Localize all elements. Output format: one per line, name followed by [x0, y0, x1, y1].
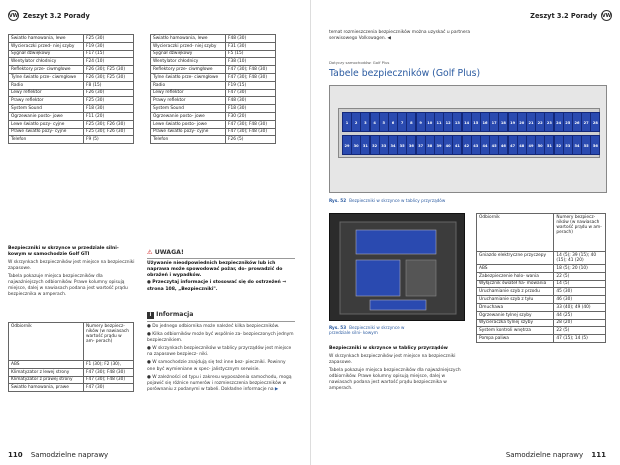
- consumer-cell: Klimatyzator z prawej strony: [9, 376, 84, 384]
- table-row: [477, 272, 606, 280]
- fuse-slot: 17: [489, 112, 499, 132]
- fuse-slot: 21: [526, 112, 536, 132]
- table-row: [477, 335, 606, 343]
- table-row: [151, 136, 276, 144]
- warning-bold-text: Używanie nieodpowiednich bezpieczników lub ich naprawa może spowodować pożar, do- prowadzić do obrażeń i wypadków.: [147, 261, 283, 278]
- fuse-slot: 19: [508, 112, 518, 132]
- table-row: [9, 73, 134, 81]
- dash-fuse-text-2: Tabela pokazuje miejsca bezpieczników dla najważniejszych odbiorników. Prawe kolumny opisują miejsce, dalej w nawiasach podana jest wartość prądu bezpiecznika w amperach.: [329, 367, 461, 392]
- table-row: [477, 311, 606, 319]
- fuse-slot: 9: [416, 112, 426, 132]
- table-row: [9, 105, 134, 113]
- table3-header-col1: Odbiornik: [9, 323, 84, 361]
- fuse-slot: 54: [572, 135, 582, 155]
- fuse-slot: 18: [498, 112, 508, 132]
- consumer-cell: Tylne światło prze- ciwmgłowe: [151, 73, 226, 81]
- fuse-slot: 26: [572, 112, 582, 132]
- consumer-cell: Prawe światło pozy- cyjne: [9, 128, 84, 136]
- consumer-cell: Reflektory prze- ciwmgłowe: [151, 66, 226, 74]
- info-bullet-3: ● W skrzynkach bezpieczników w tablicy przyrządów jest miejsce na zapasowe bezpiecz- niki.: [147, 346, 292, 358]
- right-header: [530, 10, 612, 21]
- fuse-number-cell: 18 (5); 20 (10): [554, 265, 606, 273]
- consumer-cell: Wentylator chłodnicy: [9, 58, 84, 66]
- fuse-number-cell: F19 (15): [226, 81, 276, 89]
- fuse-slot: 1: [342, 112, 352, 132]
- fuse-number-cell: F25 (30); F26 (30): [84, 120, 134, 128]
- warning-box: [147, 250, 295, 295]
- table-row: [151, 73, 276, 81]
- table-row: [9, 361, 134, 369]
- fuse-number-cell: F25 (30): [84, 35, 134, 43]
- fuse-number-cell: F9 (5): [84, 136, 134, 144]
- consumer-cell: Reflektory prze- ciwmgłowe: [9, 66, 84, 74]
- fuse-slot: 46: [498, 135, 508, 155]
- fuse-slot: 28: [590, 112, 600, 132]
- fuse-number-cell: F26 (30): [84, 89, 134, 97]
- fuse-number-cell: F48 (30): [226, 97, 276, 105]
- consumer-cell: Klimatyzator z lewej strony: [9, 368, 84, 376]
- fuse-number-cell: F5 (15): [226, 50, 276, 58]
- info-icon: i: [147, 312, 154, 319]
- consumer-cell: Światło hamowania, prawe: [9, 384, 84, 392]
- consumer-cell: Prawy reflektor: [9, 97, 84, 105]
- fuse-slot: 50: [535, 135, 545, 155]
- fuse-slot: 12: [443, 112, 453, 132]
- warning-title: UWAGA!: [154, 249, 184, 256]
- fuse-slot: 36: [406, 135, 416, 155]
- table-row: [9, 89, 134, 97]
- continue-arrow-icon: ▶: [274, 386, 279, 392]
- fuse-housing: [338, 108, 600, 158]
- consumer-cell: Lewy reflektor: [151, 89, 226, 97]
- table-row: [9, 66, 134, 74]
- fuse-slot: 3: [360, 112, 370, 132]
- fuse-slot: 7: [397, 112, 407, 132]
- fuse-number-cell: F26 (30); F25 (30): [84, 66, 134, 74]
- engine-fuse-box-photo: [329, 213, 465, 321]
- table-row: [477, 265, 606, 273]
- consumer-cell: Lewe światło pozy- cyjne: [9, 120, 84, 128]
- consumer-cell: Zabezpieczenie holo- wania: [477, 272, 554, 280]
- consumer-cell: System kontroli wnętrza: [477, 327, 554, 335]
- consumer-cell: Uruchamianie szyb z przodu: [477, 288, 554, 296]
- fuse-number-cell: F47 (30): [84, 384, 134, 392]
- fuse-slot: 37: [416, 135, 426, 155]
- fuse-slot: 51: [544, 135, 554, 155]
- consumer-cell: Prawe światło pozy- cyjne: [151, 128, 226, 136]
- table-row: [151, 112, 276, 120]
- consumer-cell: Wentylator chłodnicy: [151, 58, 226, 66]
- fuse-number-cell: 14 (5): [554, 280, 606, 288]
- fuse-number-cell: F8 (15): [84, 81, 134, 89]
- section-title: Tabele bezpieczników (Golf Plus): [329, 68, 481, 79]
- dash-fuse-heading: Bezpieczniki w skrzynce w tablicy przyrządów: [329, 346, 448, 351]
- fuse-slot: 14: [462, 112, 472, 132]
- warning-heading: [147, 250, 295, 259]
- warning-bullet: ● Przeczytaj informacje i stosować się do ostrzeżeń ⇒ strona 108, „Bezpieczniki".: [147, 280, 287, 292]
- warning-triangle-icon: ⚠: [147, 249, 153, 256]
- dash-fuse-text-1: W skrzynkach bezpieczników jest miejsce na bezpieczniki zapasowe.: [329, 353, 456, 365]
- fuse-slot: 33: [379, 135, 389, 155]
- golf-plus-header-row: [477, 214, 606, 252]
- figure-52-caption: Rys. 52 Bezpieczniki w skrzynce w tablicy przyrządów: [329, 198, 446, 203]
- consumer-cell: Radio: [151, 81, 226, 89]
- consumer-cell: ABS: [477, 265, 554, 273]
- right-page: [310, 0, 620, 465]
- fuse-slot: 8: [406, 112, 416, 132]
- table-row: [151, 120, 276, 128]
- table-row: [9, 112, 134, 120]
- fuse-number-cell: 47 (15); 14 (5): [554, 335, 606, 343]
- fuse-slot: 5: [379, 112, 389, 132]
- fuse-slot: 34: [388, 135, 398, 155]
- fuse-slot: 13: [452, 112, 462, 132]
- fuse-number-cell: F47 (30): [226, 89, 276, 97]
- fuse-slot: 10: [425, 112, 435, 132]
- fuse-slot: 45: [489, 135, 499, 155]
- consumer-cell: System Sound: [151, 105, 226, 113]
- table-row: [151, 50, 276, 58]
- vw-logo-icon: VW: [8, 10, 19, 21]
- fuse-slot: 20: [517, 112, 527, 132]
- fuse-slot: 29: [342, 135, 352, 155]
- table-row: [151, 89, 276, 97]
- right-footer-section: Samodzielne naprawy: [505, 451, 584, 459]
- right-footer: [506, 451, 612, 459]
- consumer-cell: Wycieraczki przed- niej szyby: [151, 42, 226, 50]
- fuse-slot: 38: [425, 135, 435, 155]
- fuse-slot: 24: [554, 112, 564, 132]
- info-bullet-5: ● W zależności od typu i zakresu wyposażenia samochodu, mogą pojawić się różnice numerów i rozmieszczenia bezpieczników w porównaniu z podanymi w tabeli. Dokładne informacje na ▶: [147, 374, 292, 392]
- table-row: [477, 252, 606, 265]
- fuse-number-cell: F1 (30); F2 (30),: [84, 361, 134, 369]
- gti-heading: Bezpieczniki w skrzynce w przedziale silni- kowym w samochodzie Golf GTI: [8, 246, 119, 257]
- fuse-box-diagram: [329, 85, 607, 193]
- fuse-slot: 31: [360, 135, 370, 155]
- fuse-number-cell: F47 (30); F48 (30): [226, 128, 276, 136]
- fuse-slot: 11: [434, 112, 444, 132]
- table-row: [9, 58, 134, 66]
- fuse-number-cell: 33 (40); 49 (40): [554, 303, 606, 311]
- fuse-number-cell: F30 (20): [226, 112, 276, 120]
- dash-fuse-section: [329, 346, 465, 394]
- table-row: [477, 327, 606, 335]
- consumer-cell: Dmuchawa: [477, 303, 554, 311]
- consumer-cell: Ogrzewanie posto- jowe: [151, 112, 226, 120]
- gti-text-2: Tabela pokazuje miejsca bezpieczników dla najważniejszych odbiorników. Prawe kolumny opisują miejsce, dalej w nawiasach podana jest wartość prądu bezpiecznika w amperach.: [8, 273, 128, 298]
- fuse-number-cell: F18 (30): [226, 105, 276, 113]
- consumer-cell: Radio: [9, 81, 84, 89]
- fuse-number-cell: F26 (5): [226, 136, 276, 144]
- right-page-number: 111: [591, 451, 606, 459]
- table-row: [9, 128, 134, 136]
- table-row: [477, 280, 606, 288]
- fuse-number-cell: F47 (30); F48 (30): [226, 120, 276, 128]
- fuse-slot: 44: [480, 135, 490, 155]
- left-page-number: 110: [8, 451, 23, 459]
- consumer-cell: Światło hamowania, lewe: [9, 35, 84, 43]
- consumer-cell: Sygnał dźwiękowy: [9, 50, 84, 58]
- consumer-cell: Prawy reflektor: [151, 97, 226, 105]
- info-bullet-1: ● Do jednego odbiornika może należeć kilka bezpieczników.: [147, 324, 280, 329]
- table-row: [151, 128, 276, 136]
- table3-header-row: [9, 323, 134, 361]
- info-bullet-2: ● Kilka odbiorników może być wspólnie za- bezpieczonych jednym bezpiecznikiem.: [147, 332, 294, 344]
- fuse-number-cell: 22 (5): [554, 272, 606, 280]
- vw-logo-icon: VW: [601, 10, 612, 21]
- pre-title: Dotyczy samochodów: Golf Plus: [329, 60, 390, 65]
- fuse-slot: 47: [508, 135, 518, 155]
- table-row: [9, 42, 134, 50]
- consumer-cell: Światło hamowania, lewe: [151, 35, 226, 43]
- table-row: [151, 105, 276, 113]
- fuse-number-cell: 22 (5): [554, 327, 606, 335]
- fuse-slot: 30: [351, 135, 361, 155]
- fuse-number-cell: F17 (15): [84, 50, 134, 58]
- fuse-slot: 2: [351, 112, 361, 132]
- right-header-title: Zeszyt 3.2 Porady: [530, 11, 597, 20]
- fuse-slot: 39: [434, 135, 444, 155]
- table-row: [477, 296, 606, 304]
- fuse-number-cell: F47 (30); F48 (30): [226, 66, 276, 74]
- consumer-cell: Telefon: [9, 136, 84, 144]
- fuse-slot: 43: [471, 135, 481, 155]
- fuse-table-2: [150, 34, 276, 144]
- table-row: [151, 35, 276, 43]
- golf-plus-header-col2: Numery bezpiecz- ników (w nawiasach wartość prądu w am- perach): [554, 214, 606, 252]
- fuse-slot: 56: [590, 135, 600, 155]
- table-row: [9, 368, 134, 376]
- consumer-cell: Telefon: [151, 136, 226, 144]
- fuse-slot: 40: [443, 135, 453, 155]
- fuse-slot: 27: [581, 112, 591, 132]
- info-bullet-4: ● W samochodzie znajdują się też inne bez- pieczniki. Powinny one być wymieniane w spec- jalistycznym serwisie.: [147, 360, 286, 372]
- intro-text: temat rozmieszczenia bezpieczników można uzyskać u partnera serwisowego Volkswagen. ◀: [329, 30, 471, 42]
- info-heading: [147, 312, 295, 322]
- fuse-slot: 53: [563, 135, 573, 155]
- fuse-slot: 49: [526, 135, 536, 155]
- consumer-cell: Ogrzewanie posto- jowe: [9, 112, 84, 120]
- consumer-cell: Lewe światło posto- jowe: [151, 120, 226, 128]
- table-row: [9, 50, 134, 58]
- table-row: [9, 35, 134, 43]
- fuse-number-cell: F24 (10): [84, 58, 134, 66]
- gti-text-1: W skrzynkach bezpieczników jest miejsce na bezpieczniki zapasowe.: [8, 259, 135, 271]
- left-footer: [8, 451, 108, 459]
- fuse-slot: 35: [397, 135, 407, 155]
- gti-section: [8, 246, 135, 300]
- fuse-slot: 4: [370, 112, 380, 132]
- fuse-slot: 16: [480, 112, 490, 132]
- fuse-number-cell: 28 (20): [554, 319, 606, 327]
- table-row: [9, 376, 134, 384]
- fuse-number-cell: F18 (30): [84, 105, 134, 113]
- consumer-cell: Wycieraczki przed- niej szyby: [9, 42, 84, 50]
- figure-53-caption: Rys. 53 Bezpieczniki w skrzynce w przedziale silni- kowym: [329, 325, 405, 335]
- info-title: Informacja: [156, 311, 194, 318]
- consumer-cell: Wyłącznik świateł ha- mowania: [477, 280, 554, 288]
- fuse-slot: 55: [581, 135, 591, 155]
- fuse-number-cell: F47 (30); F48 (30): [84, 368, 134, 376]
- golf-plus-header-col1: Odbiornik: [477, 214, 554, 252]
- table-row: [9, 97, 134, 105]
- table-row: [151, 66, 276, 74]
- fuse-number-cell: F31 (30): [226, 42, 276, 50]
- fuse-table-1: [8, 34, 134, 144]
- fuse-slot: 52: [554, 135, 564, 155]
- table-row: [151, 97, 276, 105]
- fuse-slot: 32: [370, 135, 380, 155]
- consumer-cell: Uruchamianie szyb z tyłu: [477, 296, 554, 304]
- fuse-number-cell: F11 (20): [84, 112, 134, 120]
- table-row: [9, 120, 134, 128]
- fuse-slot: 23: [544, 112, 554, 132]
- fuse-table-golf-plus: [476, 213, 606, 343]
- table-row: [477, 303, 606, 311]
- table-row: [477, 319, 606, 327]
- fuse-number-cell: F47 (30); F48 (30): [226, 73, 276, 81]
- fuse-slot: 25: [563, 112, 573, 132]
- consumer-cell: Pompa paliwa: [477, 335, 554, 343]
- fuse-slot: 41: [452, 135, 462, 155]
- fuse-number-cell: F26 (30); F25 (30): [84, 73, 134, 81]
- table-row: [151, 81, 276, 89]
- consumer-cell: Gniazdo elektryczne przyczepy: [477, 252, 554, 265]
- fuse-number-cell: F38 (10): [226, 58, 276, 66]
- fuse-slot: 22: [535, 112, 545, 132]
- consumer-cell: Wycieraczka tylnej szyby: [477, 319, 554, 327]
- engine-fuse-box-drawing: [330, 214, 465, 321]
- fuse-number-cell: 45 (30): [554, 288, 606, 296]
- table-row: [151, 42, 276, 50]
- fuse-number-cell: 14 (5); 39 (15); 40 (15); 41 (20): [554, 252, 606, 265]
- fuse-slot: 42: [462, 135, 472, 155]
- consumer-cell: Ogrzewanie tylnej szyby: [477, 311, 554, 319]
- fuse-number-cell: 46 (30): [554, 296, 606, 304]
- fuse-table-3: [8, 322, 134, 392]
- table-row: [9, 384, 134, 392]
- consumer-cell: System Sound: [9, 105, 84, 113]
- info-box: [147, 312, 295, 395]
- consumer-cell: Lewy reflektor: [9, 89, 84, 97]
- left-header-title: Zeszyt 3.2 Porady: [23, 11, 90, 20]
- fuse-number-cell: F25 (30); F26 (30): [84, 128, 134, 136]
- consumer-cell: ABS: [9, 361, 84, 369]
- consumer-cell: Sygnał dźwiękowy: [151, 50, 226, 58]
- fuse-number-cell: 44 (25): [554, 311, 606, 319]
- table-row: [477, 288, 606, 296]
- fuse-number-cell: F47 (30); F48 (30): [84, 376, 134, 384]
- consumer-cell: Tylne światło prze- ciwmgłowe: [9, 73, 84, 81]
- left-footer-section: Samodzielne naprawy: [30, 451, 109, 459]
- fuse-number-cell: F19 (30): [84, 42, 134, 50]
- fuse-slot: 6: [388, 112, 398, 132]
- table3-header-col2: Numery bezpiecz- ników (w nawiasach wartość prądu w am- perach): [84, 323, 134, 361]
- left-header: [8, 10, 90, 21]
- fuse-number-cell: F25 (30): [84, 97, 134, 105]
- fuse-slot: 15: [471, 112, 481, 132]
- table-row: [9, 136, 134, 144]
- table-row: [151, 58, 276, 66]
- fuse-number-cell: F48 (30): [226, 35, 276, 43]
- table-row: [9, 81, 134, 89]
- fuse-slot: 48: [517, 135, 527, 155]
